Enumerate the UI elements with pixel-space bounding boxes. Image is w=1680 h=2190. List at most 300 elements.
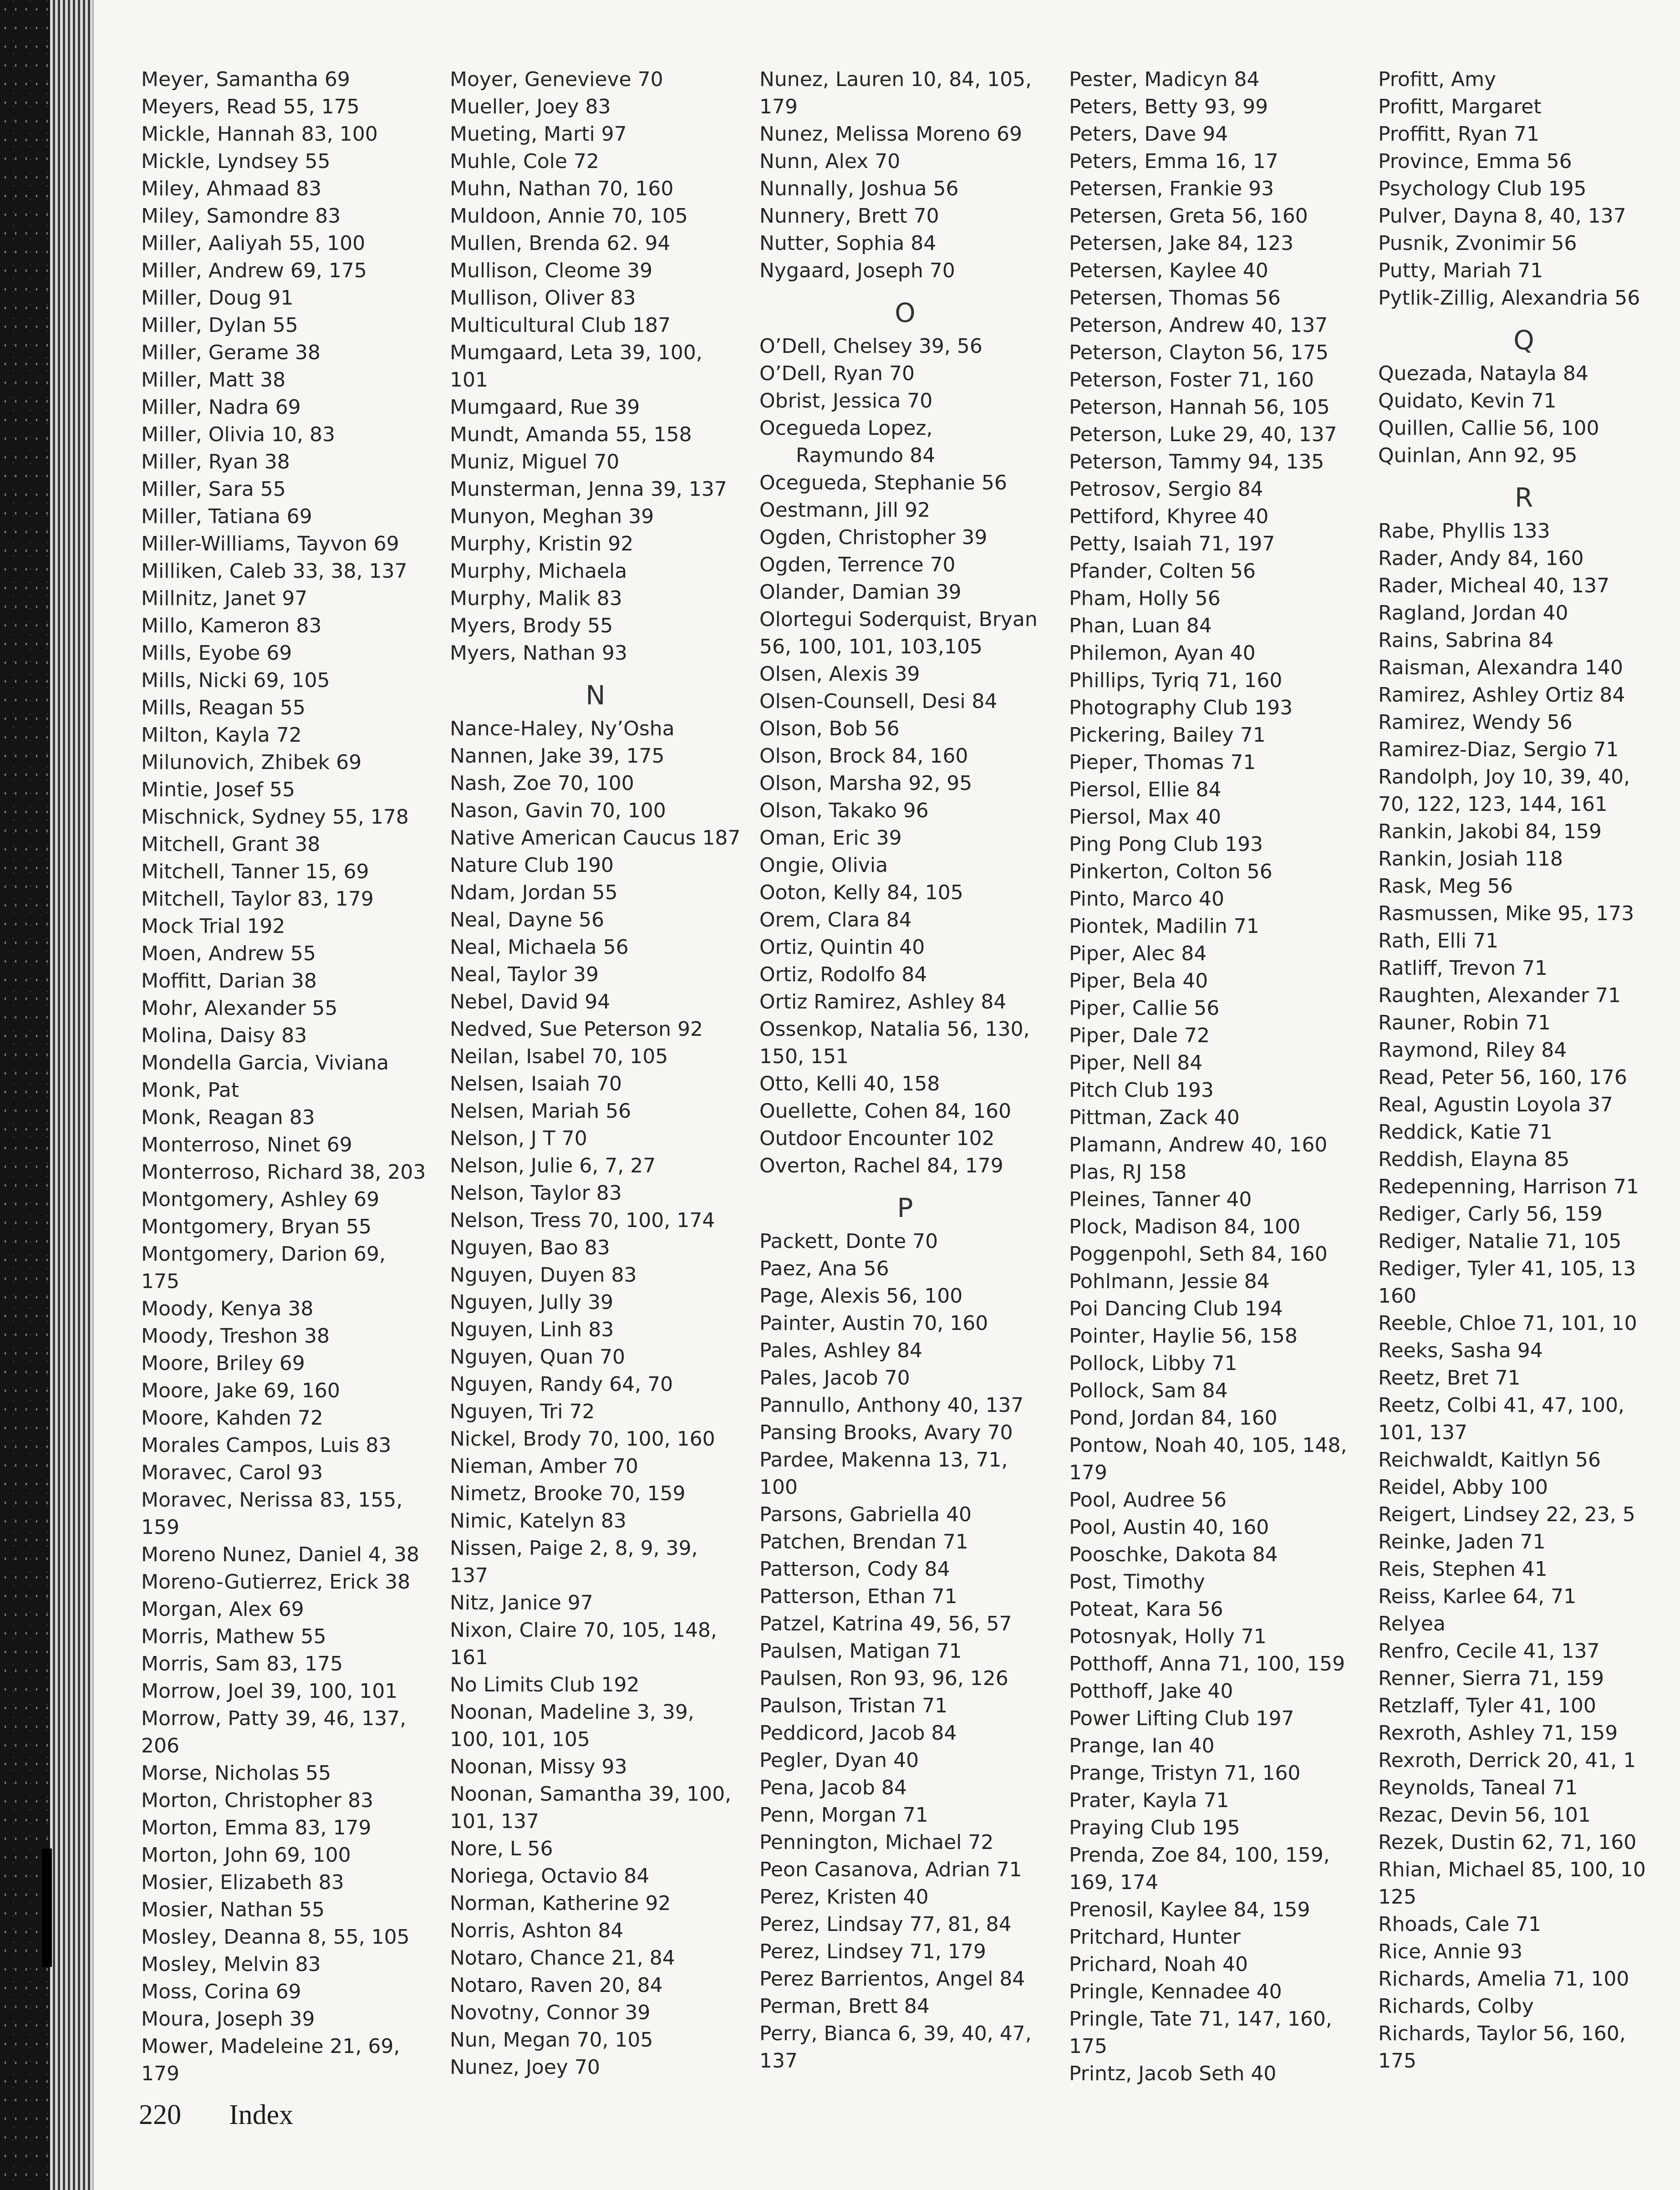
index-entry: Reetz, Bret 71 <box>1378 1366 1521 1390</box>
index-entry: Moss, Corina 69 <box>141 1980 301 2003</box>
index-entry: Rediger, Tyler 41, 105, 13 <box>1378 1257 1636 1280</box>
index-entry: Prater, Kayla 71 <box>1069 1789 1229 1812</box>
index-entry: Nguyen, Linh 83 <box>450 1318 614 1341</box>
index-entry: Pool, Audree 56 <box>1069 1488 1227 1512</box>
index-entry: Patzel, Katrina 49, 56, 57 <box>759 1612 1012 1635</box>
index-entry: Ossenkop, Natalia 56, 130, <box>759 1018 1030 1041</box>
index-entry: Munyon, Meghan 39 <box>450 505 654 528</box>
index-entry: Mueller, Joey 83 <box>450 95 611 118</box>
index-entry: Milunovich, Zhibek 69 <box>141 751 362 774</box>
index-entry: Ogden, Christopher 39 <box>759 526 988 549</box>
index-entry: Mitchell, Tanner 15, 69 <box>141 860 369 883</box>
index-entry: Nelson, Tress 70, 100, 174 <box>450 1209 715 1232</box>
index-entry: Outdoor Encounter 102 <box>759 1127 995 1150</box>
index-entry: Noriega, Octavio 84 <box>450 1864 650 1888</box>
index-entry: Pansing Brooks, Avary 70 <box>759 1421 1013 1444</box>
index-entry: Mickle, Hannah 83, 100 <box>141 122 378 146</box>
index-entry: Rasmussen, Mike 95, 173 <box>1378 902 1634 925</box>
index-entry: Rankin, Jakobi 84, 159 <box>1378 820 1602 843</box>
index-entry: Perez Barrientos, Angel 84 <box>759 1967 1025 1991</box>
index-entry: Piper, Bela 40 <box>1069 969 1208 993</box>
index-entry: Poggenpohl, Seth 84, 160 <box>1069 1243 1328 1266</box>
index-entry: Pohlmann, Jessie 84 <box>1069 1270 1270 1293</box>
index-entry: 175 <box>1069 2035 1107 2058</box>
index-entry: 101, 137 <box>1378 1421 1467 1444</box>
index-entry: Montgomery, Darion 69, <box>141 1243 386 1266</box>
index-entry: Olander, Damian 39 <box>759 581 962 604</box>
index-entry: Nitz, Janice 97 <box>450 1591 593 1614</box>
index-entry: Peterson, Hannah 56, 105 <box>1069 396 1330 419</box>
index-entry: Moreno-Gutierrez, Erick 38 <box>141 1570 411 1594</box>
index-entry: Pointer, Haylie 56, 158 <box>1069 1324 1298 1348</box>
index-entry: Mundt, Amanda 55, 158 <box>450 423 692 446</box>
index-entry: Mohr, Alexander 55 <box>141 997 338 1020</box>
index-entry: Pitch Club 193 <box>1069 1079 1214 1102</box>
index-entry: Pool, Austin 40, 160 <box>1069 1516 1269 1539</box>
section-title: Index <box>229 2099 294 2130</box>
index-entry: Moravec, Nerissa 83, 155, <box>141 1488 403 1512</box>
index-entry: Oman, Eric 39 <box>759 826 902 850</box>
index-column-2 <box>450 66 741 2081</box>
index-entry: Plas, RJ 158 <box>1069 1161 1187 1184</box>
index-entry: Mullen, Brenda 62. 94 <box>450 232 671 255</box>
index-entry: Real, Agustin Loyola 37 <box>1378 1093 1613 1116</box>
index-entry: Prenosil, Kaylee 84, 159 <box>1069 1898 1310 1921</box>
index-entry: Nature Club 190 <box>450 854 614 877</box>
index-entry: Monterroso, Richard 38, 203 <box>141 1161 426 1184</box>
index-entry: Nissen, Paige 2, 8, 9, 39, <box>450 1537 698 1560</box>
index-entry: Nguyen, Randy 64, 70 <box>450 1373 673 1396</box>
index-entry: Raisman, Alexandra 140 <box>1378 656 1623 679</box>
index-entry: 179 <box>1069 1461 1107 1484</box>
index-entry: Morales Campos, Luis 83 <box>141 1434 392 1457</box>
index-entry: Morris, Sam 83, 175 <box>141 1652 343 1676</box>
index-entry: Reidel, Abby 100 <box>1378 1476 1548 1499</box>
index-entry: Pringle, Tate 71, 147, 160, <box>1069 2007 1332 2031</box>
index-entry: Page, Alexis 56, 100 <box>759 1284 963 1308</box>
index-entry: Mumgaard, Rue 39 <box>450 396 640 419</box>
index-entry: Painter, Austin 70, 160 <box>759 1312 988 1335</box>
index-entry: Moore, Briley 69 <box>141 1352 305 1375</box>
index-entry: Praying Club 195 <box>1069 1816 1240 1839</box>
index-entry: Obrist, Jessica 70 <box>759 389 933 413</box>
index-entry: Morrow, Patty 39, 46, 137, <box>141 1707 407 1730</box>
index-entry: 101 <box>450 368 488 392</box>
index-entry: Rankin, Josiah 118 <box>1378 847 1563 871</box>
spine-mark <box>42 1849 52 1967</box>
index-entry: O’Dell, Ryan 70 <box>759 362 915 385</box>
index-entry: Piper, Callie 56 <box>1069 997 1220 1020</box>
index-entry: Miller-Williams, Tayvon 69 <box>141 532 399 555</box>
index-entry: Moody, Treshon 38 <box>141 1324 330 1348</box>
index-entry: 70, 122, 123, 144, 161 <box>1378 793 1608 816</box>
index-entry: Quinlan, Ann 92, 95 <box>1378 444 1578 467</box>
index-entry: Pester, Madicyn 84 <box>1069 68 1260 91</box>
index-entry: 101, 137 <box>450 1810 539 1833</box>
index-entry: Richards, Colby <box>1378 1995 1534 2018</box>
index-entry: O’Dell, Chelsey 39, 56 <box>759 335 983 358</box>
index-entry: Pooschke, Dakota 84 <box>1069 1543 1278 1566</box>
index-entry: Nebel, David 94 <box>450 990 611 1014</box>
index-entry: Neal, Taylor 39 <box>450 963 599 986</box>
index-entry: Otto, Kelli 40, 158 <box>759 1072 940 1095</box>
index-entry: Miley, Ahmaad 83 <box>141 177 322 200</box>
index-entry: Morris, Mathew 55 <box>141 1625 326 1648</box>
index-entry: Profitt, Amy <box>1378 68 1496 91</box>
section-letter: P <box>897 1192 913 1223</box>
index-entry: Read, Peter 56, 160, 176 <box>1378 1066 1627 1089</box>
index-entry: Muldoon, Annie 70, 105 <box>450 204 688 228</box>
index-entry: Mosley, Deanna 8, 55, 105 <box>141 1925 410 1949</box>
index-entry: 137 <box>759 2049 798 2073</box>
index-entry: 179 <box>141 2062 179 2085</box>
index-entry: Milton, Kayla 72 <box>141 723 302 747</box>
index-entry: Norris, Ashton 84 <box>450 1919 624 1942</box>
index-entry: Mullison, Oliver 83 <box>450 286 636 310</box>
index-entry: Photography Club 193 <box>1069 696 1293 719</box>
index-entry: Moody, Kenya 38 <box>141 1297 314 1320</box>
index-entry: Muhle, Cole 72 <box>450 150 599 173</box>
index-entry: Nun, Megan 70, 105 <box>450 2028 653 2052</box>
index-entry: Mosier, Nathan 55 <box>141 1898 325 1921</box>
index-entry: Perez, Lindsay 77, 81, 84 <box>759 1913 1012 1936</box>
index-entry: Millo, Kameron 83 <box>141 614 322 637</box>
index-entry: Miller, Tatiana 69 <box>141 505 312 528</box>
index-entry: Miller, Ryan 38 <box>141 450 290 474</box>
index-entry: Pegler, Dyan 40 <box>759 1749 919 1772</box>
index-entry: 159 <box>141 1516 179 1539</box>
index-entry: Petersen, Jake 84, 123 <box>1069 232 1294 255</box>
index-entry: Mickle, Lyndsey 55 <box>141 150 331 173</box>
index-entry: No Limits Club 192 <box>450 1673 640 1696</box>
index-entry: Pannullo, Anthony 40, 137 <box>759 1394 1024 1417</box>
index-entry: Ocegueda Lopez, <box>759 417 933 440</box>
index-entry: Ramirez-Diaz, Sergio 71 <box>1378 738 1619 761</box>
index-entry: Ramirez, Wendy 56 <box>1378 711 1573 734</box>
index-entry: Perry, Bianca 6, 39, 40, 47, <box>759 2022 1032 2045</box>
index-entry: Reinke, Jaden 71 <box>1378 1530 1546 1553</box>
index-entry: Nunez, Joey 70 <box>450 2056 600 2079</box>
index-entry: Morse, Nicholas 55 <box>141 1762 331 1785</box>
index-entry: Renner, Sierra 71, 159 <box>1378 1667 1604 1690</box>
index-entry: 125 <box>1378 1885 1416 1909</box>
index-entry: Rexroth, Ashley 71, 159 <box>1378 1721 1618 1745</box>
index-entry: Pickering, Bailey 71 <box>1069 723 1266 747</box>
index-entry: Molina, Daisy 83 <box>141 1024 307 1047</box>
index-entry: Peterson, Andrew 40, 137 <box>1069 314 1328 337</box>
index-entry: Milliken, Caleb 33, 38, 137 <box>141 560 407 583</box>
index-entry: 175 <box>141 1270 179 1293</box>
index-entry: Piper, Alec 84 <box>1069 942 1207 965</box>
index-entry: Nunez, Lauren 10, 84, 105, <box>759 68 1032 91</box>
index-entry: Nash, Zoe 70, 100 <box>450 772 634 795</box>
index-entry: Reddish, Elayna 85 <box>1378 1148 1570 1171</box>
index-entry: 150, 151 <box>759 1045 849 1068</box>
index-entry: Paulsen, Ron 93, 96, 126 <box>759 1667 1008 1690</box>
index-entry: 56, 100, 101, 103,105 <box>759 635 983 658</box>
index-entry: Olson, Marsha 92, 95 <box>759 772 972 795</box>
index-entry: Phillips, Tyriq 71, 160 <box>1069 669 1283 692</box>
index-entry: Mumgaard, Leta 39, 100, <box>450 341 703 364</box>
index-entry: Moffitt, Darian 38 <box>141 969 317 993</box>
index-entry: Pettiford, Khyree 40 <box>1069 505 1269 528</box>
index-page <box>93 0 1680 2190</box>
index-entry: Miller, Andrew 69, 175 <box>141 259 367 282</box>
index-entry: Morton, John 69, 100 <box>141 1844 351 1867</box>
index-entry: Murphy, Malik 83 <box>450 587 622 610</box>
index-entry: Olortegui Soderquist, Bryan <box>759 608 1038 631</box>
index-entry: Paulson, Tristan 71 <box>759 1694 948 1717</box>
index-entry: Pena, Jacob 84 <box>759 1776 907 1799</box>
index-entry: Peters, Emma 16, 17 <box>1069 150 1278 173</box>
index-entry: Renfro, Cecile 41, 137 <box>1378 1640 1600 1663</box>
index-entry: Petrosov, Sergio 84 <box>1069 478 1263 501</box>
index-entry: Ortiz, Quintin 40 <box>759 936 925 959</box>
index-entry: Mills, Eyobe 69 <box>141 642 292 665</box>
index-entry: Mills, Nicki 69, 105 <box>141 669 330 692</box>
index-entry: Potosnyak, Holly 71 <box>1069 1625 1267 1648</box>
index-entry: Ooton, Kelly 84, 105 <box>759 881 963 904</box>
index-entry: 175 <box>1378 2049 1416 2073</box>
index-entry: Pennington, Michael 72 <box>759 1831 994 1854</box>
index-entry: Olson, Bob 56 <box>759 717 900 740</box>
index-entry: Peterson, Luke 29, 40, 137 <box>1069 423 1337 446</box>
index-entry: Murphy, Michaela <box>450 560 627 583</box>
book-spine-edge <box>0 0 93 2190</box>
index-entry: Nelsen, Isaiah 70 <box>450 1072 622 1095</box>
index-entry: Rader, Micheal 40, 137 <box>1378 574 1610 597</box>
index-entry: Meyer, Samantha 69 <box>141 68 350 91</box>
index-entry: Patterson, Ethan 71 <box>759 1585 957 1608</box>
index-entry: Quidato, Kevin 71 <box>1378 389 1557 413</box>
index-entry: Nance-Haley, Ny’Osha <box>450 717 675 740</box>
index-entry: Nedved, Sue Peterson 92 <box>450 1018 703 1041</box>
index-entry: Ongie, Olivia <box>759 854 888 877</box>
index-entry: Pollock, Sam 84 <box>1069 1379 1228 1402</box>
index-entry: Rediger, Natalie 71, 105 <box>1378 1230 1622 1253</box>
index-entry: Muhn, Nathan 70, 160 <box>450 177 674 200</box>
index-entry: Petersen, Kaylee 40 <box>1069 259 1268 282</box>
index-entry: Myers, Nathan 93 <box>450 642 627 665</box>
index-entry: Monterroso, Ninet 69 <box>141 1133 352 1156</box>
index-entry: Reiss, Karlee 64, 71 <box>1378 1585 1577 1608</box>
index-entry: Petersen, Thomas 56 <box>1069 286 1281 310</box>
index-entry: Nguyen, Quan 70 <box>450 1345 626 1369</box>
section-letter: R <box>1514 482 1533 513</box>
index-entry: Pritchard, Hunter <box>1069 1925 1241 1949</box>
index-entry: Mullison, Cleome 39 <box>450 259 653 282</box>
index-entry: Morton, Christopher 83 <box>141 1789 373 1812</box>
index-entry: Poteat, Kara 56 <box>1069 1598 1223 1621</box>
index-entry: Nunez, Melissa Moreno 69 <box>759 122 1022 146</box>
page-edges <box>50 0 93 2190</box>
index-column-5 <box>1378 66 1670 2075</box>
index-entry: Proffitt, Ryan 71 <box>1378 122 1539 146</box>
index-entry: 161 <box>450 1646 488 1669</box>
index-entry: Poi Dancing Club 194 <box>1069 1297 1283 1320</box>
index-entry: Mitchell, Grant 38 <box>141 833 321 856</box>
index-entry: Morgan, Alex 69 <box>141 1598 304 1621</box>
index-column-4 <box>1069 66 1360 2088</box>
index-entry: Rhian, Michael 85, 100, 10 <box>1378 1858 1646 1881</box>
index-entry: Miley, Samondre 83 <box>141 204 341 228</box>
index-entry: Orem, Clara 84 <box>759 908 912 932</box>
index-entry: Pham, Holly 56 <box>1069 587 1221 610</box>
index-entry: Potthoff, Jake 40 <box>1069 1680 1233 1703</box>
index-entry: Meyers, Read 55, 175 <box>141 95 360 118</box>
index-entry: Nickel, Brody 70, 100, 160 <box>450 1427 715 1451</box>
index-entry: Myers, Brody 55 <box>450 614 613 637</box>
section-letter: Q <box>1513 325 1534 356</box>
index-entry: Richards, Taylor 56, 160, <box>1378 2022 1626 2045</box>
index-entry: Petty, Isaiah 71, 197 <box>1069 532 1275 555</box>
index-entry: Randolph, Joy 10, 39, 40, <box>1378 765 1630 789</box>
index-entry: Pinto, Marco 40 <box>1069 887 1224 911</box>
index-entry: Novotny, Connor 39 <box>450 2001 651 2024</box>
index-entry: Noonan, Missy 93 <box>450 1755 627 1778</box>
index-entry: Nimic, Katelyn 83 <box>450 1509 626 1533</box>
index-entry: Mitchell, Taylor 83, 179 <box>141 887 374 911</box>
index-entry: Profitt, Margaret <box>1378 95 1542 118</box>
index-entry: Nunnally, Joshua 56 <box>759 177 959 200</box>
index-entry: Monk, Reagan 83 <box>141 1106 315 1129</box>
index-entry: Raymond, Riley 84 <box>1378 1039 1567 1062</box>
index-entry: Noonan, Samantha 39, 100, <box>450 1783 732 1806</box>
index-entry: Moore, Jake 69, 160 <box>141 1379 340 1402</box>
index-entry: Prenda, Zoe 84, 100, 159, <box>1069 1844 1330 1867</box>
index-entry: Ocegueda, Stephanie 56 <box>759 471 1007 494</box>
index-entry: Pytlik-Zillig, Alexandria 56 <box>1378 286 1640 310</box>
index-entry: Nguyen, Bao 83 <box>450 1236 610 1259</box>
index-entry: Reeks, Sasha 94 <box>1378 1339 1543 1362</box>
index-entry: Pardee, Makenna 13, 71, <box>759 1448 1008 1472</box>
index-entry: Miller, Nadra 69 <box>141 396 301 419</box>
index-entry: Patterson, Cody 84 <box>759 1558 950 1581</box>
index-entry: Murphy, Kristin 92 <box>450 532 634 555</box>
index-entry: Nixon, Claire 70, 105, 148, <box>450 1619 717 1642</box>
index-entry: Perez, Kristen 40 <box>759 1885 929 1909</box>
index-entry: Pfander, Colten 56 <box>1069 560 1256 583</box>
index-entry: Miller, Aaliyah 55, 100 <box>141 232 366 255</box>
index-entry: Nelson, Taylor 83 <box>450 1182 622 1205</box>
index-entry: Piersol, Ellie 84 <box>1069 778 1222 801</box>
page-footer <box>139 2099 293 2131</box>
index-entry: Pringle, Kennadee 40 <box>1069 1980 1282 2003</box>
index-entry: Peon Casanova, Adrian 71 <box>759 1858 1022 1881</box>
index-entry: Rath, Elli 71 <box>1378 929 1499 952</box>
index-entry: 169, 174 <box>1069 1871 1158 1894</box>
index-entry: Olsen, Alexis 39 <box>759 662 920 686</box>
index-entry: Neal, Michaela 56 <box>450 936 629 959</box>
index-entry: Reeble, Chloe 71, 101, 10 <box>1378 1312 1637 1335</box>
index-entry: Packett, Donte 70 <box>759 1230 938 1253</box>
index-entry: Miller, Doug 91 <box>141 286 294 310</box>
index-entry: Ndam, Jordan 55 <box>450 881 618 904</box>
index-entry: Ramirez, Ashley Ortiz 84 <box>1378 683 1625 707</box>
index-entry: Moreno Nunez, Daniel 4, 38 <box>141 1543 419 1566</box>
index-entry: Reynolds, Taneal 71 <box>1378 1776 1578 1799</box>
index-entry: Petersen, Frankie 93 <box>1069 177 1274 200</box>
index-entry: Nelson, J T 70 <box>450 1127 587 1150</box>
index-entry: 160 <box>1378 1284 1416 1308</box>
index-entry: Pleines, Tanner 40 <box>1069 1188 1252 1211</box>
index-entry: Nguyen, Tri 72 <box>450 1400 595 1423</box>
index-entry: 137 <box>450 1564 488 1587</box>
index-entry: Ragland, Jordan 40 <box>1378 601 1568 625</box>
index-entry: Notaro, Raven 20, 84 <box>450 1974 663 1997</box>
index-entry: Rezek, Dustin 62, 71, 160 <box>1378 1831 1637 1854</box>
index-entry: Pulver, Dayna 8, 40, 137 <box>1378 204 1626 228</box>
index-entry: Quillen, Callie 56, 100 <box>1378 417 1599 440</box>
index-entry: Notaro, Chance 21, 84 <box>450 1946 675 1970</box>
index-entry: Nguyen, Jully 39 <box>450 1291 614 1314</box>
index-entry: Prange, Ian 40 <box>1069 1734 1215 1757</box>
index-entry: Noonan, Madeline 3, 39, <box>450 1701 694 1724</box>
index-entry: Rice, Annie 93 <box>1378 1940 1523 1963</box>
index-entry: Olson, Brock 84, 160 <box>759 744 968 768</box>
index-entry: Piersol, Max 40 <box>1069 805 1221 829</box>
index-entry: Peterson, Foster 71, 160 <box>1069 368 1314 392</box>
index-column-1 <box>141 66 433 2088</box>
index-entry: Moen, Andrew 55 <box>141 942 316 965</box>
index-entry: Peters, Dave 94 <box>1069 122 1228 146</box>
index-entry: Neal, Dayne 56 <box>450 908 604 932</box>
index-entry: Ortiz, Rodolfo 84 <box>759 963 927 986</box>
index-entry: Mills, Reagan 55 <box>141 696 305 719</box>
index-entry: Peddicord, Jacob 84 <box>759 1721 957 1745</box>
index-entry: Petersen, Greta 56, 160 <box>1069 204 1308 228</box>
index-entry: Native American Caucus 187 <box>450 826 741 850</box>
index-entry: Rask, Meg 56 <box>1378 875 1513 898</box>
index-entry: Nore, L 56 <box>450 1837 553 1860</box>
index-entry: Raymundo 84 <box>796 444 936 467</box>
index-entry: Paez, Ana 56 <box>759 1257 889 1280</box>
index-entry: Ortiz Ramirez, Ashley 84 <box>759 990 1007 1014</box>
index-entry: Pales, Ashley 84 <box>759 1339 922 1362</box>
index-entry: Nelsen, Mariah 56 <box>450 1100 631 1123</box>
index-entry: Piper, Nell 84 <box>1069 1051 1203 1075</box>
section-letter: N <box>585 680 606 711</box>
page-cut-edge <box>1664 0 1680 2190</box>
index-entry: Psychology Club 195 <box>1378 177 1587 200</box>
index-entry: Nelson, Julie 6, 7, 27 <box>450 1154 656 1177</box>
index-entry: Reddick, Katie 71 <box>1378 1120 1553 1144</box>
index-entry: Parsons, Gabriella 40 <box>759 1503 972 1526</box>
index-entry: Reetz, Colbi 41, 47, 100, <box>1378 1394 1624 1417</box>
index-entry: Miller, Matt 38 <box>141 368 286 392</box>
index-entry: 206 <box>141 1734 179 1757</box>
index-entry: Overton, Rachel 84, 179 <box>759 1154 1003 1177</box>
index-entry: Rediger, Carly 56, 159 <box>1378 1202 1603 1226</box>
index-entry: Reigert, Lindsey 22, 23, 5 <box>1378 1503 1635 1526</box>
index-entry: Mondella Garcia, Viviana <box>141 1051 389 1075</box>
index-entry: Pieper, Thomas 71 <box>1069 751 1256 774</box>
index-entry: Morton, Emma 83, 179 <box>141 1816 372 1839</box>
index-entry: Multicultural Club 187 <box>450 314 671 337</box>
index-entry: Nason, Gavin 70, 100 <box>450 799 666 822</box>
index-entry: Redepenning, Harrison 71 <box>1378 1175 1639 1198</box>
index-entry: Nunn, Alex 70 <box>759 150 901 173</box>
index-entry: Province, Emma 56 <box>1378 150 1572 173</box>
index-entry: Pinkerton, Colton 56 <box>1069 860 1273 883</box>
index-entry: Montgomery, Ashley 69 <box>141 1188 380 1211</box>
index-entry: Pollock, Libby 71 <box>1069 1352 1237 1375</box>
index-entry: Norman, Katherine 92 <box>450 1892 671 1915</box>
index-entry: Pittman, Zack 40 <box>1069 1106 1240 1129</box>
index-entry: Raughten, Alexander 71 <box>1378 984 1621 1007</box>
index-entry: Nutter, Sophia 84 <box>759 232 937 255</box>
index-entry: Ouellette, Cohen 84, 160 <box>759 1100 1012 1123</box>
